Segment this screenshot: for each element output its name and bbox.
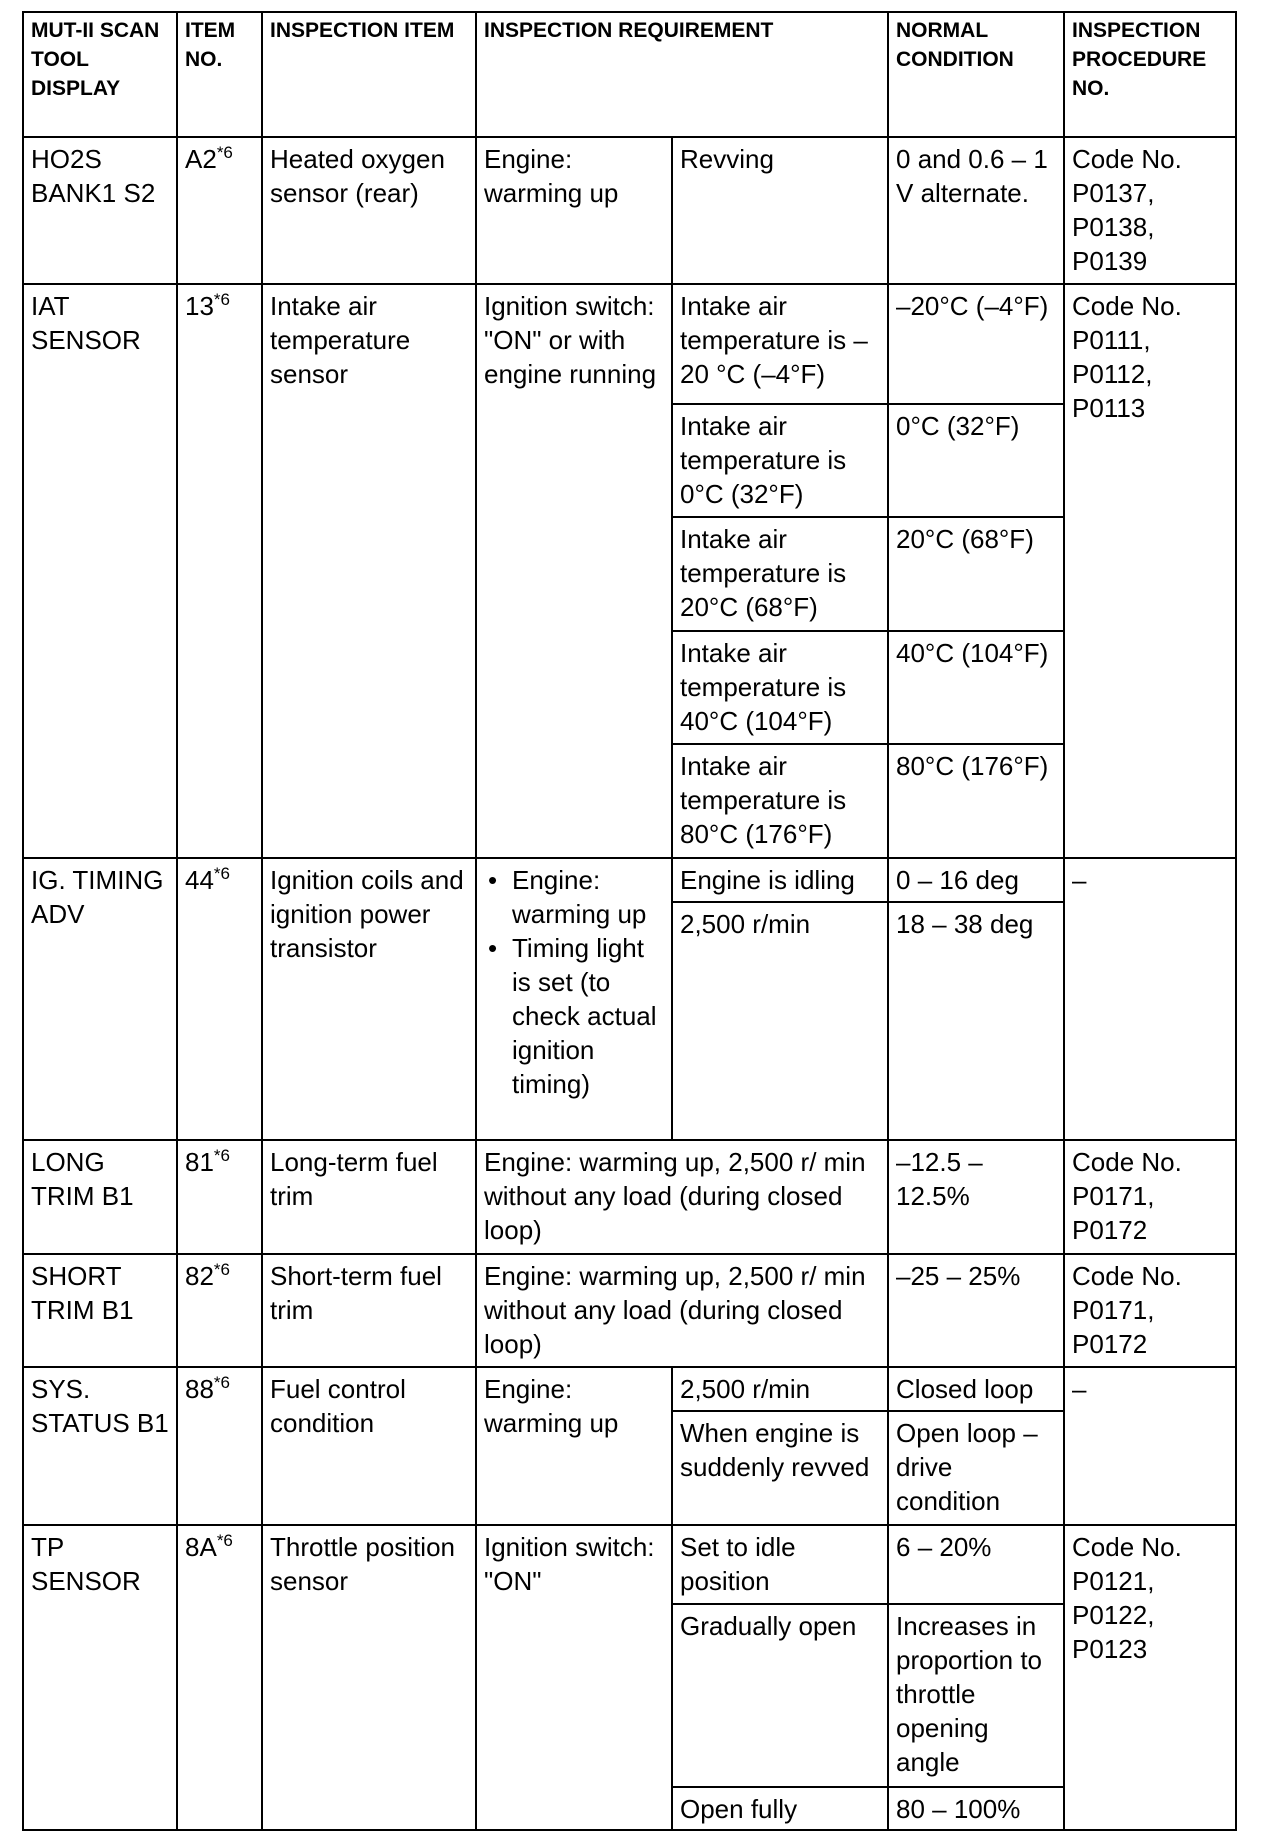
cell-item-no	[177, 1367, 262, 1525]
item-no: A2	[185, 143, 217, 174]
item-no: 81	[185, 1147, 214, 1178]
cell-condition: Engine is idling	[672, 858, 888, 902]
item-no: 8A	[185, 1531, 217, 1562]
cell-procedure: Code No. P0171, P0172	[1064, 1140, 1236, 1254]
cell-condition: Revving	[672, 137, 888, 284]
requirement-line: Timing light is set (to check actual ignition timing)	[512, 933, 657, 1099]
cell-condition: Intake air temperature is 40°C (104°F)	[672, 631, 888, 745]
cell-condition: When engine is suddenly revved	[672, 1411, 888, 1525]
cell-procedure: Code No. P0111, P0112, P0113	[1064, 284, 1236, 858]
cell-normal: 0 and 0.6 – 1 V alternate.	[888, 137, 1064, 284]
cell-condition: 2,500 r/min	[672, 1367, 888, 1411]
cell-procedure: –	[1064, 858, 1236, 1140]
cell-condition: Intake air temperature is –20 °C (–4°F)	[672, 284, 888, 404]
cell-inspection-item: Short-term fuel trim	[262, 1254, 476, 1368]
cell-item-no	[177, 1140, 262, 1254]
cell-normal: 0 – 16 deg	[888, 858, 1064, 902]
cell-display: IG. TIMING ADV	[23, 858, 177, 1140]
cell-normal: 40°C (104°F)	[888, 631, 1064, 745]
cell-inspection-item: Heated oxygen sensor (rear)	[262, 137, 476, 284]
cell-requirement	[476, 858, 672, 1140]
table-row-short-trim	[23, 1254, 1236, 1368]
header-normal-condition: NORMAL CONDITION	[888, 12, 1064, 137]
cell-display: LONG TRIM B1	[23, 1140, 177, 1254]
cell-normal: 6 – 20%	[888, 1525, 1064, 1604]
cell-inspection-item: Long-term fuel trim	[262, 1140, 476, 1254]
cell-item-no	[177, 1525, 262, 1830]
item-no: 44	[185, 865, 214, 895]
header-item-no: ITEM NO.	[177, 12, 262, 137]
cell-display: HO2S BANK1 S2	[23, 137, 177, 284]
cell-inspection-item: Intake air temperature sensor	[262, 284, 476, 858]
table-row-sys-status	[23, 1367, 1236, 1411]
footnote-mark: *6	[213, 1373, 230, 1393]
bullet-mark: •	[488, 865, 498, 895]
inspection-table	[22, 11, 1237, 1831]
cell-normal: –25 – 25%	[888, 1254, 1064, 1368]
cell-inspection-item: Fuel control condition	[262, 1367, 476, 1525]
cell-display: TP SENSOR	[23, 1525, 177, 1830]
cell-normal: Closed loop	[888, 1367, 1064, 1411]
item-no: 82	[185, 1260, 214, 1291]
cell-normal: 18 – 38 deg	[888, 902, 1064, 1140]
cell-condition: Intake air temperature is 80°C (176°F)	[672, 744, 888, 858]
footnote-mark: *6	[216, 1530, 233, 1550]
table-row-ig-timing	[23, 858, 1236, 902]
cell-requirement: Engine: warming up	[476, 1367, 672, 1525]
cell-display: SYS. STATUS B1	[23, 1367, 177, 1525]
table-row-iat	[23, 284, 1236, 404]
cell-condition: Set to idle position	[672, 1525, 888, 1604]
cell-inspection-item: Ignition coils and ignition power transistor	[262, 858, 476, 1140]
footnote-mark: *6	[216, 142, 233, 162]
item-no: 88	[185, 1374, 214, 1405]
header-row	[23, 12, 1236, 137]
table-row-tp-sensor	[23, 1525, 1236, 1604]
table-row-ho2s	[23, 137, 1236, 284]
cell-condition: Open fully	[672, 1787, 888, 1830]
bullet-item	[484, 931, 664, 1101]
cell-normal: 80 – 100%	[888, 1787, 1064, 1830]
cell-condition: Gradually open	[672, 1604, 888, 1787]
item-no: 13	[185, 291, 214, 322]
cell-procedure: Code No. P0137, P0138, P0139	[1064, 137, 1236, 284]
cell-condition: Intake air temperature is 0°C (32°F)	[672, 404, 888, 518]
cell-requirement: Engine: warming up	[476, 137, 672, 284]
header-inspection-item: INSPECTION ITEM	[262, 12, 476, 137]
cell-normal: Open loop – drive condition	[888, 1411, 1064, 1525]
requirement-line: Engine: warming up	[512, 865, 647, 929]
cell-inspection-item: Throttle position sensor	[262, 1525, 476, 1830]
cell-normal: 0°C (32°F)	[888, 404, 1064, 518]
bullet-mark: •	[488, 933, 498, 963]
footnote-mark: *6	[213, 1259, 230, 1279]
cell-normal: 80°C (176°F)	[888, 744, 1064, 858]
cell-procedure: –	[1064, 1367, 1236, 1525]
cell-requirement: Ignition switch: "ON" or with engine running	[476, 284, 672, 858]
cell-procedure: Code No. P0171, P0172	[1064, 1254, 1236, 1368]
header-display: MUT-II SCAN TOOL DISPLAY	[23, 12, 177, 137]
cell-requirement: Engine: warming up, 2,500 r/ min without any load (during closed loop)	[476, 1140, 888, 1254]
table-row-long-trim	[23, 1140, 1236, 1254]
cell-normal: 20°C (68°F)	[888, 517, 1064, 631]
cell-procedure: Code No. P0121, P0122, P0123	[1064, 1525, 1236, 1830]
cell-normal: Increases in proportion to throttle opening angle	[888, 1604, 1064, 1787]
footnote-mark: *6	[213, 290, 230, 310]
cell-display: IAT SENSOR	[23, 284, 177, 858]
header-inspection-requirement: INSPECTION REQUIREMENT	[476, 12, 888, 137]
footnote-mark: *6	[213, 864, 230, 883]
bullet-item	[484, 863, 664, 931]
cell-item-no	[177, 1254, 262, 1368]
cell-item-no	[177, 858, 262, 1140]
cell-item-no	[177, 284, 262, 858]
cell-condition: 2,500 r/min	[672, 902, 888, 1140]
cell-requirement: Engine: warming up, 2,500 r/ min without any load (during closed loop)	[476, 1254, 888, 1368]
cell-display: SHORT TRIM B1	[23, 1254, 177, 1368]
cell-normal: –12.5 – 12.5%	[888, 1140, 1064, 1254]
header-procedure-no: INSPECTION PROCEDURE NO.	[1064, 12, 1236, 137]
cell-requirement: Ignition switch: "ON"	[476, 1525, 672, 1830]
footnote-mark: *6	[213, 1146, 230, 1166]
cell-normal: –20°C (–4°F)	[888, 284, 1064, 404]
cell-condition: Intake air temperature is 20°C (68°F)	[672, 517, 888, 631]
cell-item-no	[177, 137, 262, 284]
